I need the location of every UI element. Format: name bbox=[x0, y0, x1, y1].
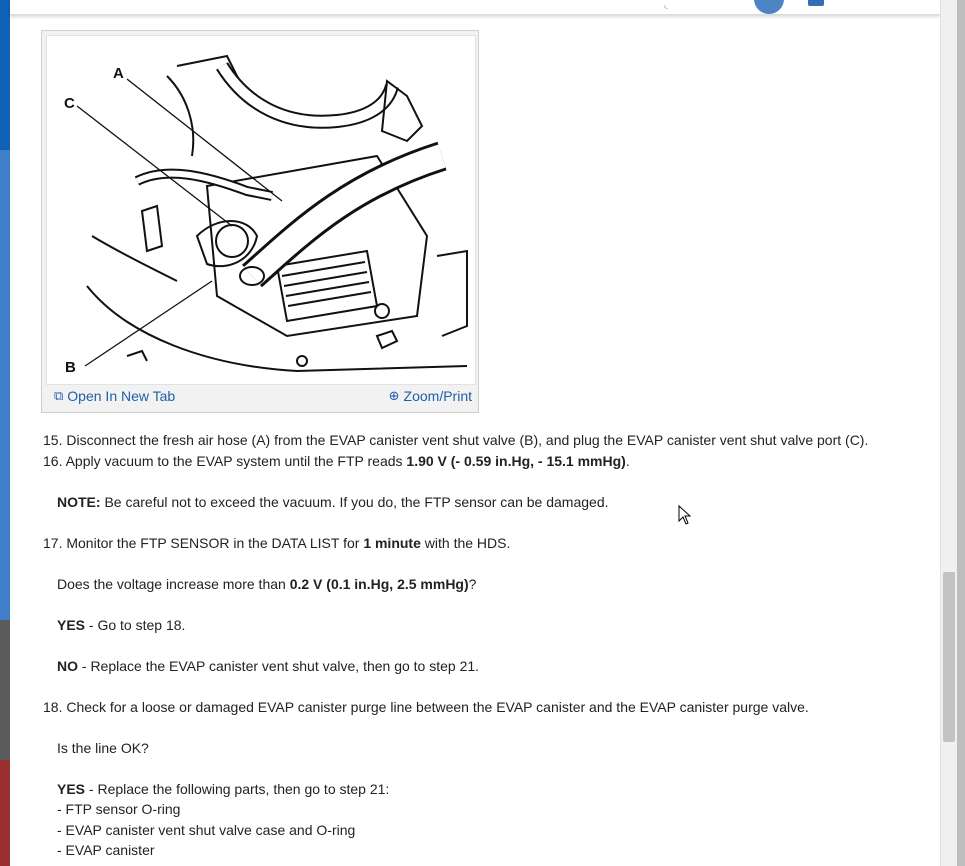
window-right-edge bbox=[957, 0, 965, 866]
step-18-question: Is the line OK? bbox=[57, 739, 149, 756]
open-in-new-tab-label: Open In New Tab bbox=[67, 388, 176, 404]
open-in-new-tab-link[interactable] bbox=[54, 388, 175, 404]
diagram-figure bbox=[41, 30, 479, 413]
callout-c-label: C bbox=[64, 95, 75, 112]
step-18-yes: YES - Replace the following parts, then go to step 21: bbox=[57, 780, 390, 797]
document-icon[interactable] bbox=[808, 0, 824, 6]
vertical-scrollbar[interactable] bbox=[940, 0, 958, 866]
part-item: - EVAP canister vent shut valve case and O-ring bbox=[57, 821, 356, 838]
avatar[interactable] bbox=[754, 0, 784, 14]
scrollbar-thumb[interactable] bbox=[943, 572, 955, 742]
evap-canister-diagram[interactable] bbox=[46, 35, 476, 385]
step-17-yes: YES - Go to step 18. bbox=[57, 616, 186, 633]
zoom-print-link[interactable] bbox=[389, 388, 472, 404]
procedure-steps bbox=[43, 430, 923, 861]
top-toolbar bbox=[10, 0, 940, 15]
note: NOTE: Be careful not to exceed the vacuum. If you do, the FTP sensor can be damaged. bbox=[57, 493, 609, 510]
callout-a-label: A bbox=[113, 65, 124, 82]
mouse-cursor-icon bbox=[678, 505, 692, 525]
window-left-edge bbox=[0, 0, 10, 866]
step-18: 18. Check for a loose or damaged EVAP canister purge line between the EVAP canister and the EVAP canister purge valve. bbox=[43, 698, 809, 715]
step-17-question: Does the voltage increase more than 0.2 V (0.1 in.Hg, 2.5 mmHg)? bbox=[57, 575, 477, 592]
callout-b-label: B bbox=[65, 359, 76, 376]
step-17: 17. Monitor the FTP SENSOR in the DATA LIST for 1 minute with the HDS. bbox=[43, 534, 511, 551]
part-item: - EVAP canister bbox=[57, 842, 155, 858]
step-15: 15. Disconnect the fresh air hose (A) from the EVAP canister vent shut valve (B), and plug the EVAP canister vent shut valve port (C). bbox=[43, 432, 869, 448]
zoom-icon: ⊕ bbox=[388, 388, 400, 403]
toolbar-partial-icon[interactable]: ◟ bbox=[664, 0, 668, 11]
step-16: 16. Apply vacuum to the EVAP system until the FTP reads 1.90 V (- 0.59 in.Hg, - 15.1 mmHg). bbox=[43, 452, 630, 469]
open-tab-icon: ⧉ bbox=[54, 388, 64, 403]
zoom-print-label: Zoom/Print bbox=[403, 388, 472, 404]
part-item: - FTP sensor O-ring bbox=[57, 801, 181, 817]
step-17-no: NO - Replace the EVAP canister vent shut valve, then go to step 21. bbox=[57, 657, 480, 674]
